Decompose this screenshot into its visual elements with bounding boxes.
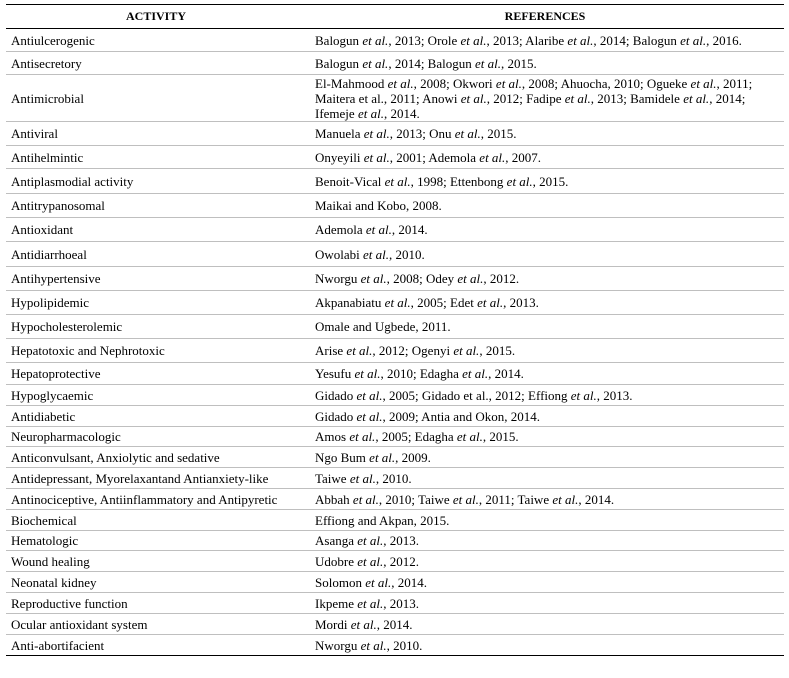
et-al-text: et al. (357, 553, 384, 569)
references-cell (306, 447, 784, 468)
table-row (6, 52, 784, 75)
reference-text: , 2009; Antia and Okon, 2014. (382, 408, 540, 424)
activity-references-table (6, 4, 784, 656)
references-cell (306, 489, 784, 510)
references-cell (306, 267, 784, 291)
et-al-text: et al. (462, 366, 489, 381)
et-al-text: et al. (564, 90, 591, 106)
et-al-text: et al. (680, 32, 707, 48)
et-al-text: et al. (354, 366, 381, 381)
reference-text: , 2010; Taiwe (378, 491, 453, 507)
table-row (6, 614, 784, 635)
et-al-text: et al. (357, 105, 384, 121)
table-row (6, 551, 784, 572)
et-al-text: et al. (360, 637, 387, 653)
table-row (6, 406, 784, 427)
references-cell (306, 572, 784, 593)
activity-cell: Antiplasmodial activity (6, 169, 306, 194)
table-row (6, 194, 784, 218)
table-row (6, 572, 784, 593)
et-al-text: et al. (457, 271, 484, 286)
reference-text: , 2012; Ogenyi (372, 343, 454, 358)
reference-text: , 2016. (706, 32, 742, 48)
reference-text: , 2014. (391, 574, 427, 590)
activity-cell: Ocular antioxidant system (6, 614, 306, 635)
et-al-text: et al. (365, 574, 392, 590)
et-al-text: et al. (452, 491, 479, 507)
et-al-text: et al. (357, 533, 384, 548)
reference-text: , 2015. (482, 429, 519, 444)
reference-text: Balogun (315, 32, 363, 48)
references-cell (306, 291, 784, 315)
references-cell (306, 531, 784, 551)
et-al-text: et al. (460, 32, 487, 48)
reference-text: , 2005; Edet (410, 295, 478, 310)
table-row (6, 339, 784, 363)
references-cell (306, 315, 784, 339)
reference-text: , 2001; Ademola (389, 149, 480, 165)
reference-text: , 2015. (532, 173, 569, 189)
table-row (6, 447, 784, 468)
references-cell (306, 339, 784, 363)
reference-text: Amos (315, 429, 350, 444)
activity-cell: Hypolipidemic (6, 291, 306, 315)
activity-cell: Antinociceptive, Antiinflammatory and Antipyretic (6, 489, 306, 510)
et-al-text: et al. (477, 295, 504, 310)
reference-text: , 2014; Ifemeje (315, 90, 746, 121)
activity-cell: Hepatotoxic and Nephrotoxic (6, 339, 306, 363)
et-al-text: et al. (346, 343, 373, 358)
references-cell (306, 194, 784, 218)
et-al-text: et al. (369, 449, 396, 465)
activity-cell: Antidiarrhoeal (6, 242, 306, 267)
table-row (6, 29, 784, 52)
activity-cell: Hypoglycaemic (6, 385, 306, 406)
reference-text: Effiong and Akpan, 2015. (315, 512, 450, 528)
reference-text: , 2015. (480, 126, 517, 141)
reference-text: , 2013; Onu (389, 126, 455, 141)
et-al-text: et al. (456, 429, 483, 444)
reference-text: Maikai and Kobo, 2008. (315, 198, 442, 213)
table-row (6, 593, 784, 614)
et-al-text: et al. (552, 491, 579, 507)
table-row (6, 635, 784, 656)
reference-text: , 2007. (505, 149, 542, 165)
reference-text: , 2005; Gidado et al., 2012; Effiong (382, 387, 571, 403)
et-al-text: et al. (384, 173, 411, 189)
et-al-text: et al. (683, 90, 710, 106)
reference-text: , 2010. (386, 637, 423, 653)
reference-text: , 2014; Balogun (388, 55, 475, 71)
table-row (6, 122, 784, 146)
table-row (6, 267, 784, 291)
table-row (6, 169, 784, 194)
table-row (6, 531, 784, 551)
references-cell (306, 635, 784, 656)
reference-text: , 2013. (503, 295, 539, 310)
reference-text: , 2013; Bamidele (590, 90, 684, 106)
reference-text: Asanga (315, 533, 358, 548)
et-al-text: et al. (690, 75, 717, 91)
et-al-text: et al. (363, 149, 390, 165)
activity-cell: Neuropharmacologic (6, 427, 306, 447)
et-al-text: et al. (362, 55, 389, 71)
activity-cell: Antiulcerogenic (6, 29, 306, 52)
et-al-text: et al. (454, 126, 481, 141)
references-cell (306, 614, 784, 635)
reference-text: , 2015. (500, 55, 537, 71)
et-al-text: et al. (384, 295, 411, 310)
activity-cell: Hypocholesterolemic (6, 315, 306, 339)
activity-cell: Antidiabetic (6, 406, 306, 427)
activity-cell: Anticonvulsant, Anxiolytic and sedative (6, 447, 306, 468)
references-cell (306, 510, 784, 531)
et-al-text: et al. (495, 75, 522, 91)
reference-text: Arise (315, 343, 347, 358)
reference-text: , 2012. (383, 553, 419, 569)
reference-text: Yesufu (315, 366, 355, 381)
reference-text: , 2011; Maitera et al., 2011; Anowi (315, 75, 753, 106)
reference-text: Gidado (315, 408, 357, 424)
activity-cell: Antioxidant (6, 218, 306, 242)
et-al-text: et al. (567, 32, 594, 48)
reference-text: Taiwe (315, 470, 350, 486)
reference-text: Ngo Bum (315, 449, 370, 465)
et-al-text: et al. (356, 408, 383, 424)
activity-cell: Antihelmintic (6, 146, 306, 169)
reference-text: , 2014. (488, 366, 524, 381)
references-cell (306, 169, 784, 194)
reference-text: , 2014; Balogun (593, 32, 681, 48)
reference-text: Balogun (315, 55, 363, 71)
activity-cell: Hematologic (6, 531, 306, 551)
activity-cell: Neonatal kidney (6, 572, 306, 593)
et-al-text: et al. (349, 470, 376, 486)
reference-text: , 2013. (383, 533, 419, 548)
reference-text: , 2008; Okwori (413, 75, 496, 91)
et-al-text: et al. (357, 595, 384, 611)
et-al-text: et al. (570, 387, 597, 403)
reference-text: , 2011; Taiwe (478, 491, 553, 507)
et-al-text: et al. (479, 149, 506, 165)
et-al-text: et al. (506, 173, 533, 189)
activity-column-header: ACTIVITY (6, 5, 306, 29)
reference-text: Omale and Ugbede, 2011. (315, 319, 451, 334)
reference-text: , 2005; Edagha (375, 429, 457, 444)
references-column-header: REFERENCES (306, 5, 784, 29)
reference-text: Solomon (315, 574, 366, 590)
reference-text: Udobre (315, 553, 358, 569)
reference-text: Ademola (315, 222, 366, 237)
activity-cell: Antiviral (6, 122, 306, 146)
activity-cell: Antisecretory (6, 52, 306, 75)
activity-cell: Reproductive function (6, 593, 306, 614)
et-al-text: et al. (362, 32, 389, 48)
activity-cell: Antitrypanosomal (6, 194, 306, 218)
et-al-text: et al. (349, 429, 376, 444)
activity-cell: Antidepressant, Myorelaxantand Antianxiety-like (6, 468, 306, 489)
references-cell (306, 363, 784, 385)
reference-text: Owolabi (315, 246, 364, 262)
activity-cell: Wound healing (6, 551, 306, 572)
reference-text: , 1998; Ettenbong (410, 173, 507, 189)
table-row (6, 146, 784, 169)
reference-text: Ikpeme (315, 595, 358, 611)
activity-cell: Hepatoprotective (6, 363, 306, 385)
reference-text: , 2010; Edagha (380, 366, 463, 381)
table-row (6, 75, 784, 122)
references-cell (306, 385, 784, 406)
activity-cell: Anti-abortifacient (6, 635, 306, 656)
table-row (6, 489, 784, 510)
table-row (6, 315, 784, 339)
table-row (6, 385, 784, 406)
references-cell (306, 406, 784, 427)
reference-text: , 2013. (596, 387, 633, 403)
reference-text: , 2009. (395, 449, 431, 465)
reference-text: , 2013; Alaribe (486, 32, 568, 48)
reference-text: Manuela (315, 126, 364, 141)
activity-cell: Antihypertensive (6, 267, 306, 291)
reference-text: , 2012; Fadipe (486, 90, 565, 106)
reference-text: Akpanabiatu (315, 295, 385, 310)
reference-text: , 2014. (383, 105, 420, 121)
reference-text: Abbah (315, 491, 353, 507)
et-al-text: et al. (350, 616, 377, 632)
reference-text: Gidado (315, 387, 357, 403)
reference-text: , 2015. (479, 343, 516, 358)
reference-text: Nworgu (315, 637, 361, 653)
et-al-text: et al. (453, 343, 480, 358)
reference-text: , 2010. (389, 246, 425, 262)
table-row (6, 242, 784, 267)
table-body (6, 29, 784, 656)
et-al-text: et al. (363, 246, 390, 262)
et-al-text: et al. (460, 90, 487, 106)
reference-text: Benoit-Vical (315, 173, 385, 189)
reference-text: , 2012. (483, 271, 520, 286)
reference-text: , 2008; Odey (386, 271, 458, 286)
et-al-text: et al. (387, 75, 414, 91)
references-cell (306, 122, 784, 146)
references-cell (306, 551, 784, 572)
references-cell (306, 146, 784, 169)
et-al-text: et al. (356, 387, 383, 403)
reference-text: , 2014. (376, 616, 413, 632)
reference-text: , 2010. (375, 470, 412, 486)
table-row (6, 363, 784, 385)
references-cell (306, 29, 784, 52)
et-al-text: et al. (352, 491, 379, 507)
activity-cell: Biochemical (6, 510, 306, 531)
references-cell (306, 593, 784, 614)
references-cell (306, 75, 784, 122)
et-al-text: et al. (363, 126, 390, 141)
header-row (6, 5, 784, 29)
reference-text: , 2013; Orole (388, 32, 461, 48)
et-al-text: et al. (360, 271, 387, 286)
table-row (6, 218, 784, 242)
reference-text: Mordi (315, 616, 351, 632)
reference-text: , 2013. (383, 595, 419, 611)
table-header (6, 5, 784, 29)
table-row (6, 291, 784, 315)
references-cell (306, 427, 784, 447)
reference-text: , 2014. (391, 222, 428, 237)
references-cell (306, 242, 784, 267)
table-row (6, 468, 784, 489)
et-al-text: et al. (474, 55, 501, 71)
references-cell (306, 52, 784, 75)
reference-text: Nworgu (315, 271, 361, 286)
activity-cell: Antimicrobial (6, 75, 306, 122)
references-cell (306, 468, 784, 489)
table-row (6, 510, 784, 531)
references-cell (306, 218, 784, 242)
table-row (6, 427, 784, 447)
reference-text: , 2008; Ahuocha, 2010; Ogueke (521, 75, 691, 91)
reference-text: Onyeyili (315, 149, 364, 165)
reference-text: El-Mahmood (315, 75, 388, 91)
et-al-text: et al. (365, 222, 392, 237)
reference-text: , 2014. (578, 491, 615, 507)
